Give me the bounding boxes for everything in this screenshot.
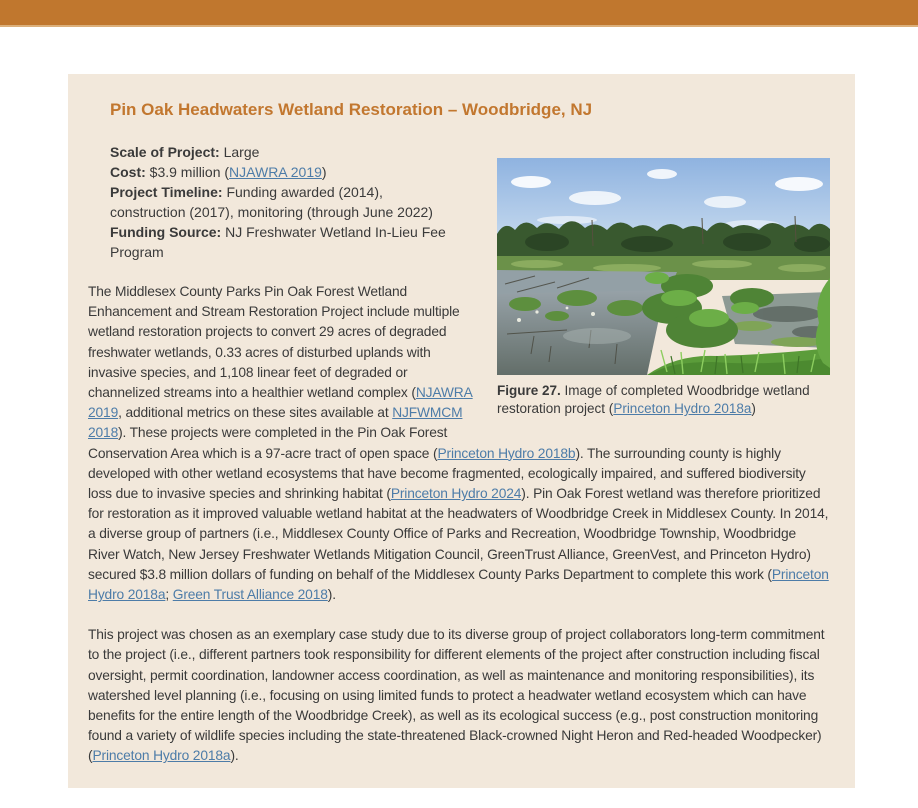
text-run: The Middlesex County Parks Pin Oak Forest Wetland Enhancement and Stream Restoration Project include multiple wetland restoration projects to convert 29 acres of degraded freshwater wetlands, 0.33 acres of disturbed uplands with invasive species, and 1,108 linear feet of degraded or channelized streams into a healthier wetland complex ( — [88, 284, 460, 401]
text-run: ; — [165, 587, 173, 603]
citation-link[interactable]: Green Trust Alliance 2018 — [172, 587, 328, 603]
text-run: Image of completed Woodbridge wetland restoration project ( — [497, 383, 810, 416]
text-run: NJ Freshwater Wetland In-Lieu Fee Program — [110, 224, 446, 260]
case-study-card — [68, 74, 855, 788]
paragraph-2 — [88, 625, 830, 766]
citation-link[interactable]: Princeton Hydro 2018a — [613, 401, 752, 416]
text-run: ). The surrounding county is highly developed with other wetland ecosystems that have become fragmented, ecologically impaired, and suffered biodiversity loss due to invasive species and shrinking habitat ( — [88, 445, 806, 502]
detail-line — [110, 222, 462, 262]
citation-link[interactable]: Princeton Hydro 2018a — [92, 748, 231, 764]
text-run: , additional metrics on these sites available at — [118, 405, 393, 421]
wetland-photo — [497, 158, 830, 375]
citation-link[interactable]: NJAWRA 2019 — [88, 385, 473, 421]
text-run: $3.9 million ( — [145, 164, 230, 180]
bold-label: Figure 27. — [497, 383, 561, 398]
bold-label: Project Timeline: — [110, 184, 223, 200]
detail-line — [110, 142, 462, 162]
text-run: ). — [327, 587, 336, 603]
figure-caption — [497, 382, 830, 418]
citation-link[interactable]: NJFWMCM 2018 — [88, 405, 463, 441]
text-run: Large — [219, 144, 260, 160]
text-run: ). Pin Oak Forest wetland was therefore prioritized for restoration as it improved valuable wetland habitat at the headwaters of Woodbridge Creek in Middlesex County. In 2014, a diverse group of partners (i.e., Middlesex County Office of Parks and Recreation, Woodbridge Township, Woodbridge River Watch, New Jersey Freshwater Wetlands Mitigation Council, GreenTrust Alliance, GreenVest, and Princeton Hydro) secured $3.8 million dollars of funding on behalf of the Middlesex County Parks Department to complete this work ( — [88, 486, 829, 582]
text-run: ) — [751, 401, 756, 416]
detail-line — [110, 162, 462, 182]
text-run: ). — [230, 748, 239, 764]
figure-27 — [497, 158, 830, 418]
text-run: ) — [321, 164, 327, 180]
bold-label: Cost: — [110, 164, 146, 180]
citation-link[interactable]: Princeton Hydro 2018a — [88, 566, 829, 603]
bold-label: Funding Source: — [110, 224, 222, 240]
page-title: Pin Oak Headwaters Wetland Restoration – Woodbridge, NJ — [110, 100, 593, 119]
citation-link[interactable]: Princeton Hydro 2018b — [437, 445, 576, 461]
text-run: ). These projects were completed in the Pin Oak Forest Conservation Area which is a 97-acre tract of open space ( — [88, 425, 448, 461]
bold-label: Scale of Project: — [110, 144, 220, 160]
detail-line — [110, 182, 462, 222]
citation-link[interactable]: NJAWRA 2019 — [229, 164, 322, 180]
top-banner — [0, 0, 918, 27]
text-run: Funding awarded (2014), construction (2017), monitoring (through June 2022) — [110, 184, 433, 220]
citation-link[interactable]: Princeton Hydro 2024 — [390, 486, 522, 502]
text-run: This project was chosen as an exemplary case study due to its diverse group of project collaborators long-term commitment to the project (i.e., different partners took responsibility for different elements of the project after construction including fiscal oversight, permit coordination, landowner access coordination, as well as maintenance and monitoring responsibilities), its watershed level planning (i.e., focusing on using limited funds to protect a headwater wetland ecosystem which can have benefits for the entire length of the Woodbridge Creek), as well as its ecological success (e.g., post construction monitoring found a variety of wildlife species including the state-threatened Black-crowned Night Heron and Red-headed Woodpecker) ( — [88, 627, 825, 764]
project-details — [110, 142, 462, 262]
